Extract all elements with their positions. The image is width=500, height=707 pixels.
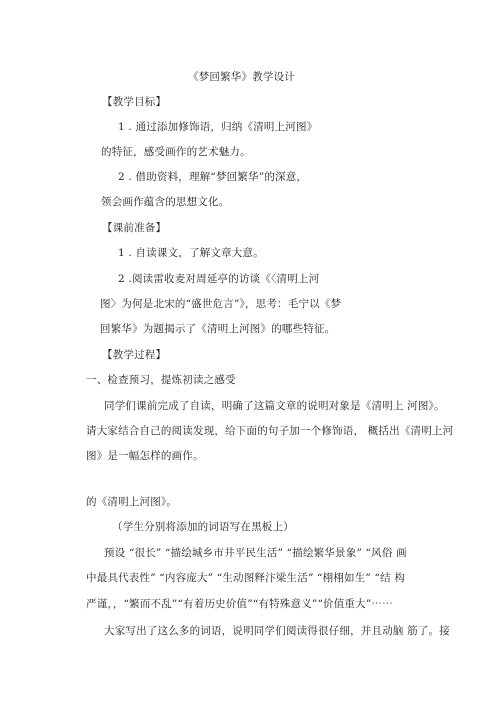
paragraph-1-line-1: 同学们课前完成了自读，明确了这篇文章的说明对象是《清明上 河图》。	[104, 400, 445, 412]
page-title: 《梦回繁华》教学设计	[188, 71, 295, 83]
goal-2-line-2: 领会画作蕴含的思想文化。	[101, 196, 230, 208]
paragraph-1-line-3: 图》是一幅怎样的画作。	[86, 450, 204, 462]
preset-words-line-3: 严谨，，“繁而不乱”“有着历史价值”“有特殊意义”“价值重大”⋯⋯	[86, 598, 393, 610]
prep-2-line-3: 回繁华》为题揭示了《清明上河图》的哪些特征。	[100, 323, 336, 335]
step-1-heading: 一、检查预习，提炼初读之感受	[86, 374, 236, 386]
paragraph-2-line-1: 大家写出了这么多的词语，说明同学们阅读得很仔细，并且动脑 筋了。接	[104, 625, 450, 637]
paragraph-1-line-2: 请大家结合自己的阅读发现，给下面的句子加一个修饰语， 概括出《清明上河	[86, 425, 454, 437]
prep-2-line-2: 图〉为何是北宋的“盛世危言”》，思考：毛宁以《梦	[100, 298, 342, 310]
prep-2-line-1: 2 .阅读雷收麦对周延亭的访谈《〈清明上河	[118, 273, 320, 285]
preset-words-line-2: 中最具代表性” “内容庞大” “生动图释汴梁生活” “栩栩如生” “结 构	[86, 572, 406, 584]
goal-1-line-1: 1 . 通过添加修饰语，归纳《清明上河图》	[118, 121, 318, 133]
fill-in-line: 的《清明上河图》。	[86, 496, 178, 508]
section-heading-process: 【教学过程】	[102, 349, 167, 361]
prep-1: 1 . 自读课文，了解文章大意。	[118, 247, 264, 259]
goal-1-line-2: 的特征，感受画作的艺术魅力。	[101, 146, 251, 158]
preset-words-line-1: 预设 “很长” “描绘城乡市井平民生活” “描绘繁华景象” “风俗 画	[104, 547, 407, 559]
section-heading-goals: 【教学目标】	[102, 96, 167, 108]
goal-2-line-1: 2 . 借助资料，理解“梦回繁华”的深意，	[118, 171, 308, 183]
section-heading-prep: 【课前准备】	[102, 222, 167, 234]
classroom-note: （学生分别将添加的词语写在黑板上）	[112, 521, 294, 533]
